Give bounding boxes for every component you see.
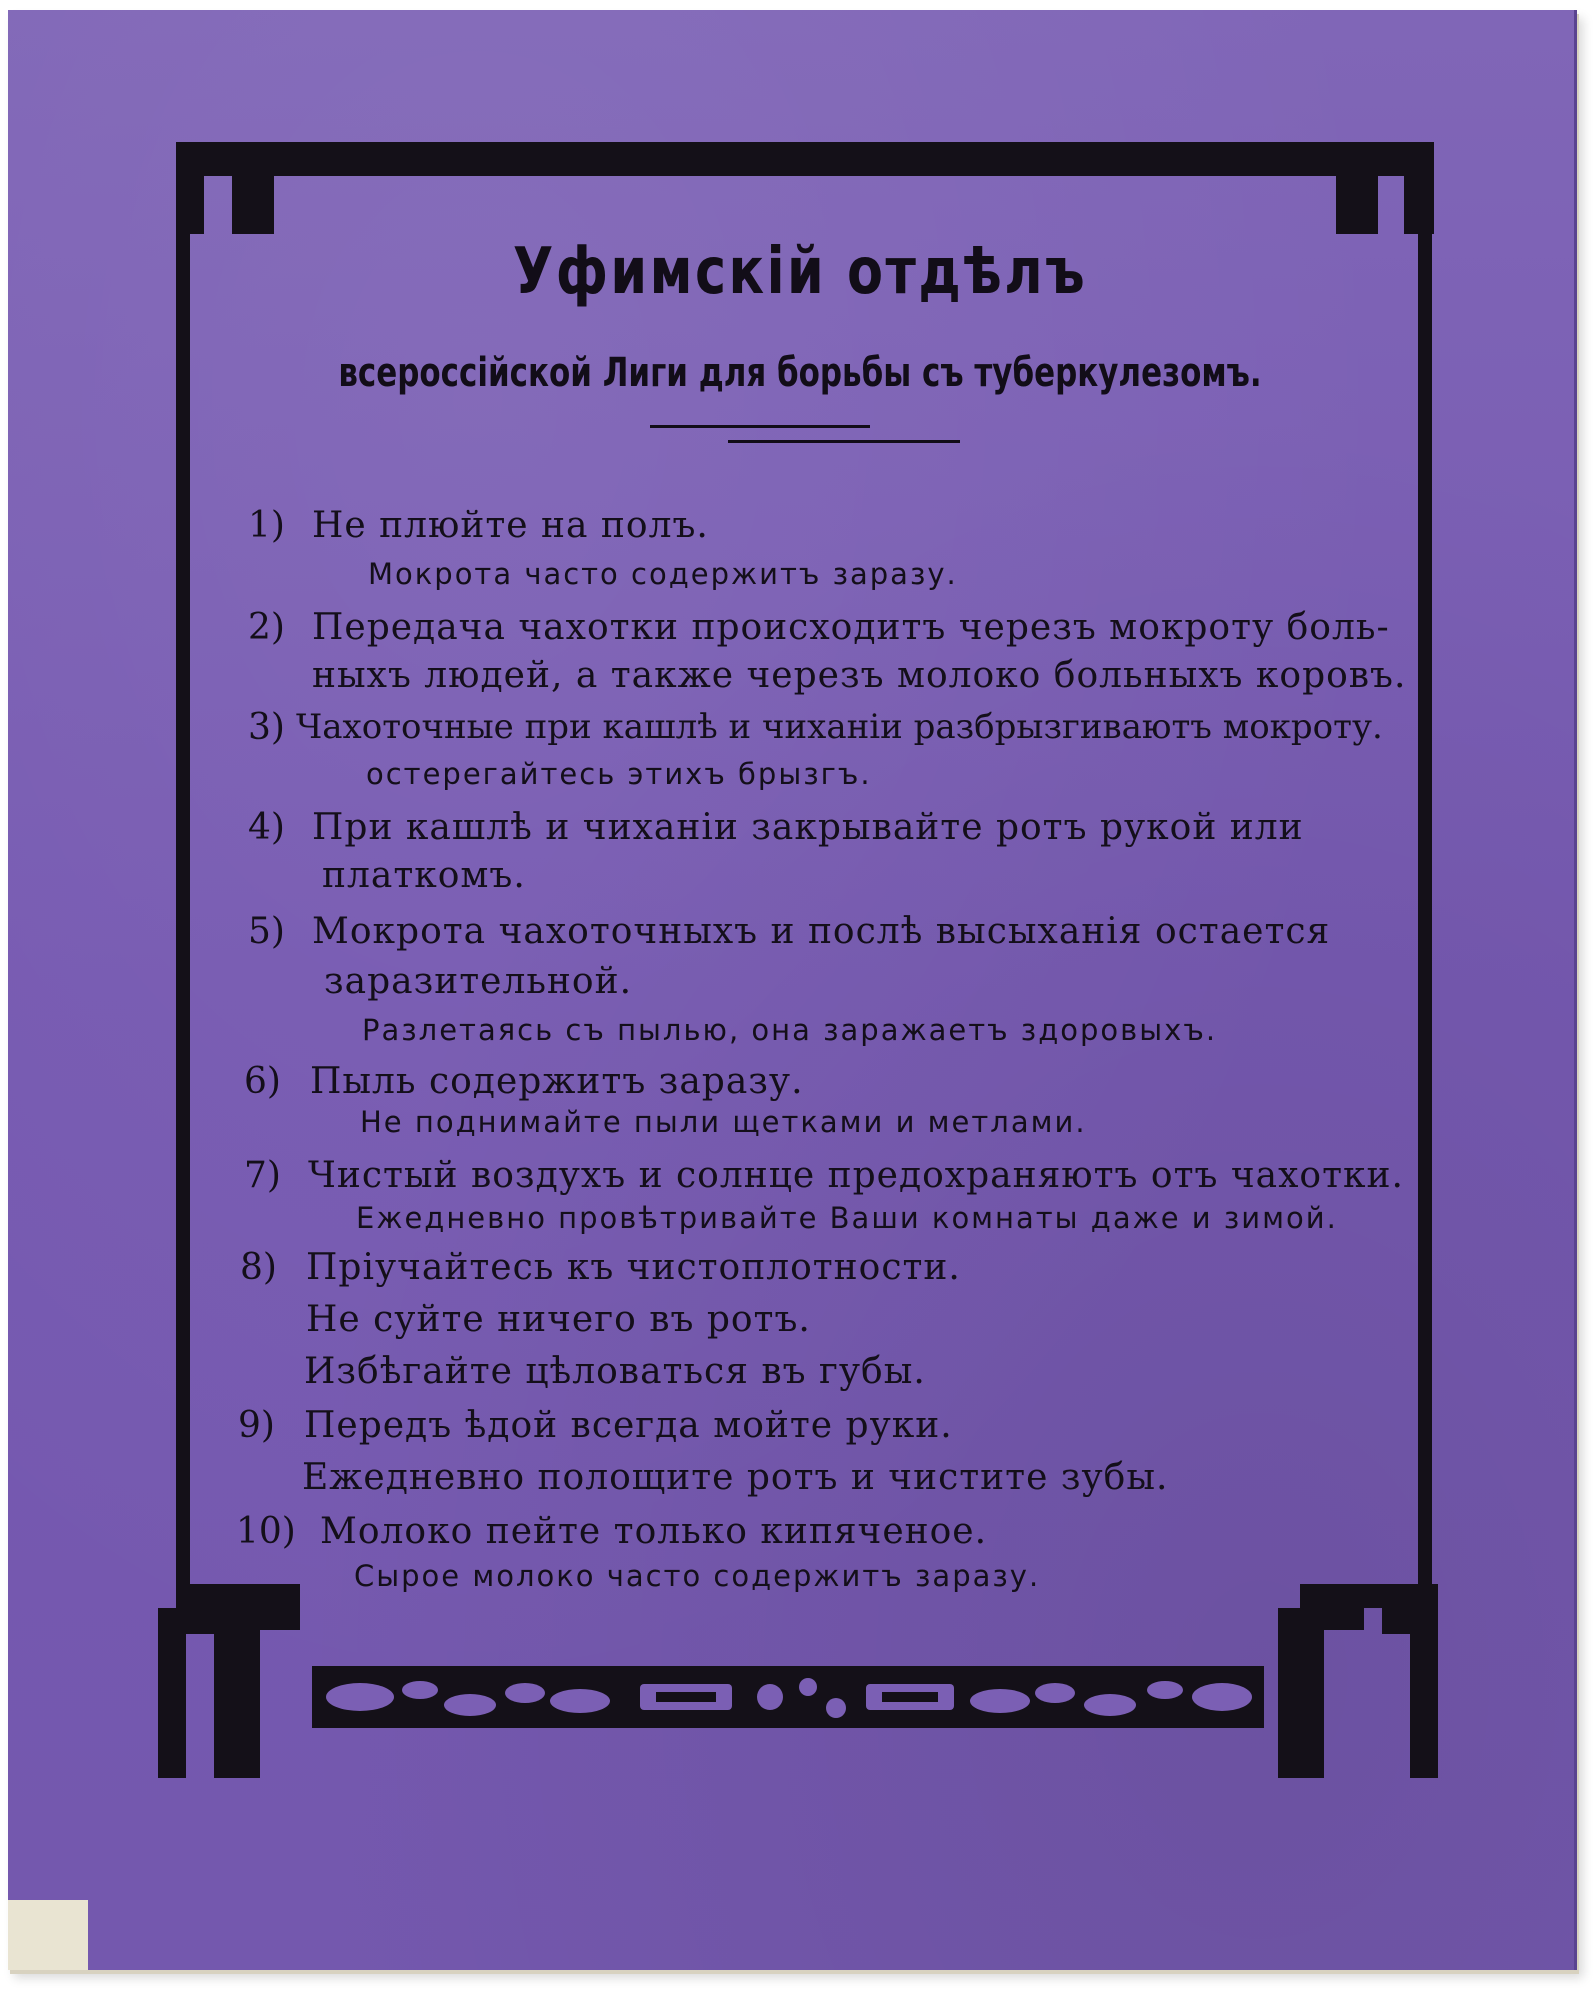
- page-subtitle: всероссійской Лиги для борьбы съ туберкулезомъ.: [338, 350, 1262, 396]
- rule-note: Сырое молоко часто содержитъ заразу.: [354, 1559, 1041, 1593]
- rule-text: Чахоточные при кашлѣ и чиханіи разбрызгиваютъ мокроту.: [296, 707, 1383, 747]
- rule-text: Передача чахотки происходитъ черезъ мокроту боль-: [312, 607, 1390, 648]
- rule-note: Ежедневно провѣтривайте Ваши комнаты даже и зимой.: [356, 1201, 1338, 1235]
- rule-number: 7): [244, 1155, 281, 1196]
- frame-pillar-br-inner: [1278, 1608, 1324, 1778]
- frame-left-rule: [176, 234, 190, 1584]
- rule-text: Пріучайтесь къ чистоплотности.: [306, 1247, 961, 1288]
- rule-note: Мокрота часто содержитъ заразу.: [368, 557, 958, 591]
- ornamental-band: [312, 1666, 1264, 1728]
- frame-pillar-bl-cap: [186, 1608, 214, 1634]
- frame-corner-tr-outer: [1404, 142, 1434, 234]
- rule-note: Разлетаясь съ пылью, она заражаетъ здоровыхъ.: [362, 1013, 1218, 1047]
- frame-corner-tl-inner: [232, 176, 274, 234]
- frame-pillar-bl-outer: [158, 1608, 186, 1778]
- rule-number: 2): [248, 607, 285, 648]
- rule-text: Молоко пейте только кипяченое.: [320, 1511, 988, 1552]
- title-underline-upper: [650, 425, 870, 428]
- rule-number: 1): [248, 505, 285, 546]
- page-title: Уфимскій отдѣлъ: [512, 235, 1088, 309]
- frame-pillar-bl-step: [260, 1608, 300, 1630]
- rule-text: Мокрота чахоточныхъ и послѣ высыханія остается: [312, 911, 1331, 952]
- rule-text: При кашлѣ и чиханіи закрывайте ротъ рукой или: [312, 807, 1304, 848]
- rule-text: Не суйте ничего въ ротъ.: [306, 1299, 811, 1340]
- rule-text: Не плюйте на полъ.: [312, 505, 709, 546]
- rule-text: Передъ ѣдой всегда мойте руки.: [304, 1405, 953, 1446]
- rule-number: 9): [238, 1405, 275, 1446]
- rule-number: 8): [240, 1247, 277, 1288]
- frame-pillar-bl-inner: [214, 1608, 260, 1778]
- rule-number: 6): [244, 1061, 281, 1102]
- rule-text: ныхъ людей, а также черезъ молоко больныхъ коровъ.: [312, 655, 1407, 696]
- rule-note: Не поднимайте пыли щетками и метлами.: [360, 1105, 1087, 1139]
- frame-bottom-right-join: [1300, 1584, 1438, 1608]
- rule-text: Избѣгайте цѣловаться въ губы.: [304, 1351, 926, 1392]
- title-underline-lower: [728, 440, 960, 443]
- rule-note: остерегайтесь этихъ брызгъ.: [366, 757, 872, 791]
- rule-number: 5): [248, 911, 285, 952]
- frame-corner-tl-outer: [176, 142, 204, 234]
- rule-text: Чистый воздухъ и солнце предохраняютъ отъ чахотки.: [308, 1155, 1404, 1196]
- rule-number: 10): [236, 1511, 296, 1552]
- frame-corner-tr-inner: [1336, 176, 1378, 234]
- frame-pillar-br-outer: [1410, 1608, 1438, 1778]
- frame-pillar-br-cap: [1382, 1608, 1410, 1634]
- frame-pillar-br-step: [1324, 1608, 1364, 1630]
- rule-text: платкомъ.: [322, 855, 526, 896]
- rule-text: заразительной.: [324, 961, 633, 1002]
- rule-text: Ежедневно полощите ротъ и чистите зубы.: [302, 1457, 1169, 1498]
- frame-top-bar: [176, 142, 1434, 176]
- rule-number: 3): [248, 707, 285, 748]
- rule-text: Пыль содержитъ заразу.: [310, 1061, 804, 1102]
- rule-number: 4): [248, 807, 285, 848]
- frame-bottom-left-join: [176, 1584, 300, 1608]
- frame-right-rule: [1418, 234, 1432, 1584]
